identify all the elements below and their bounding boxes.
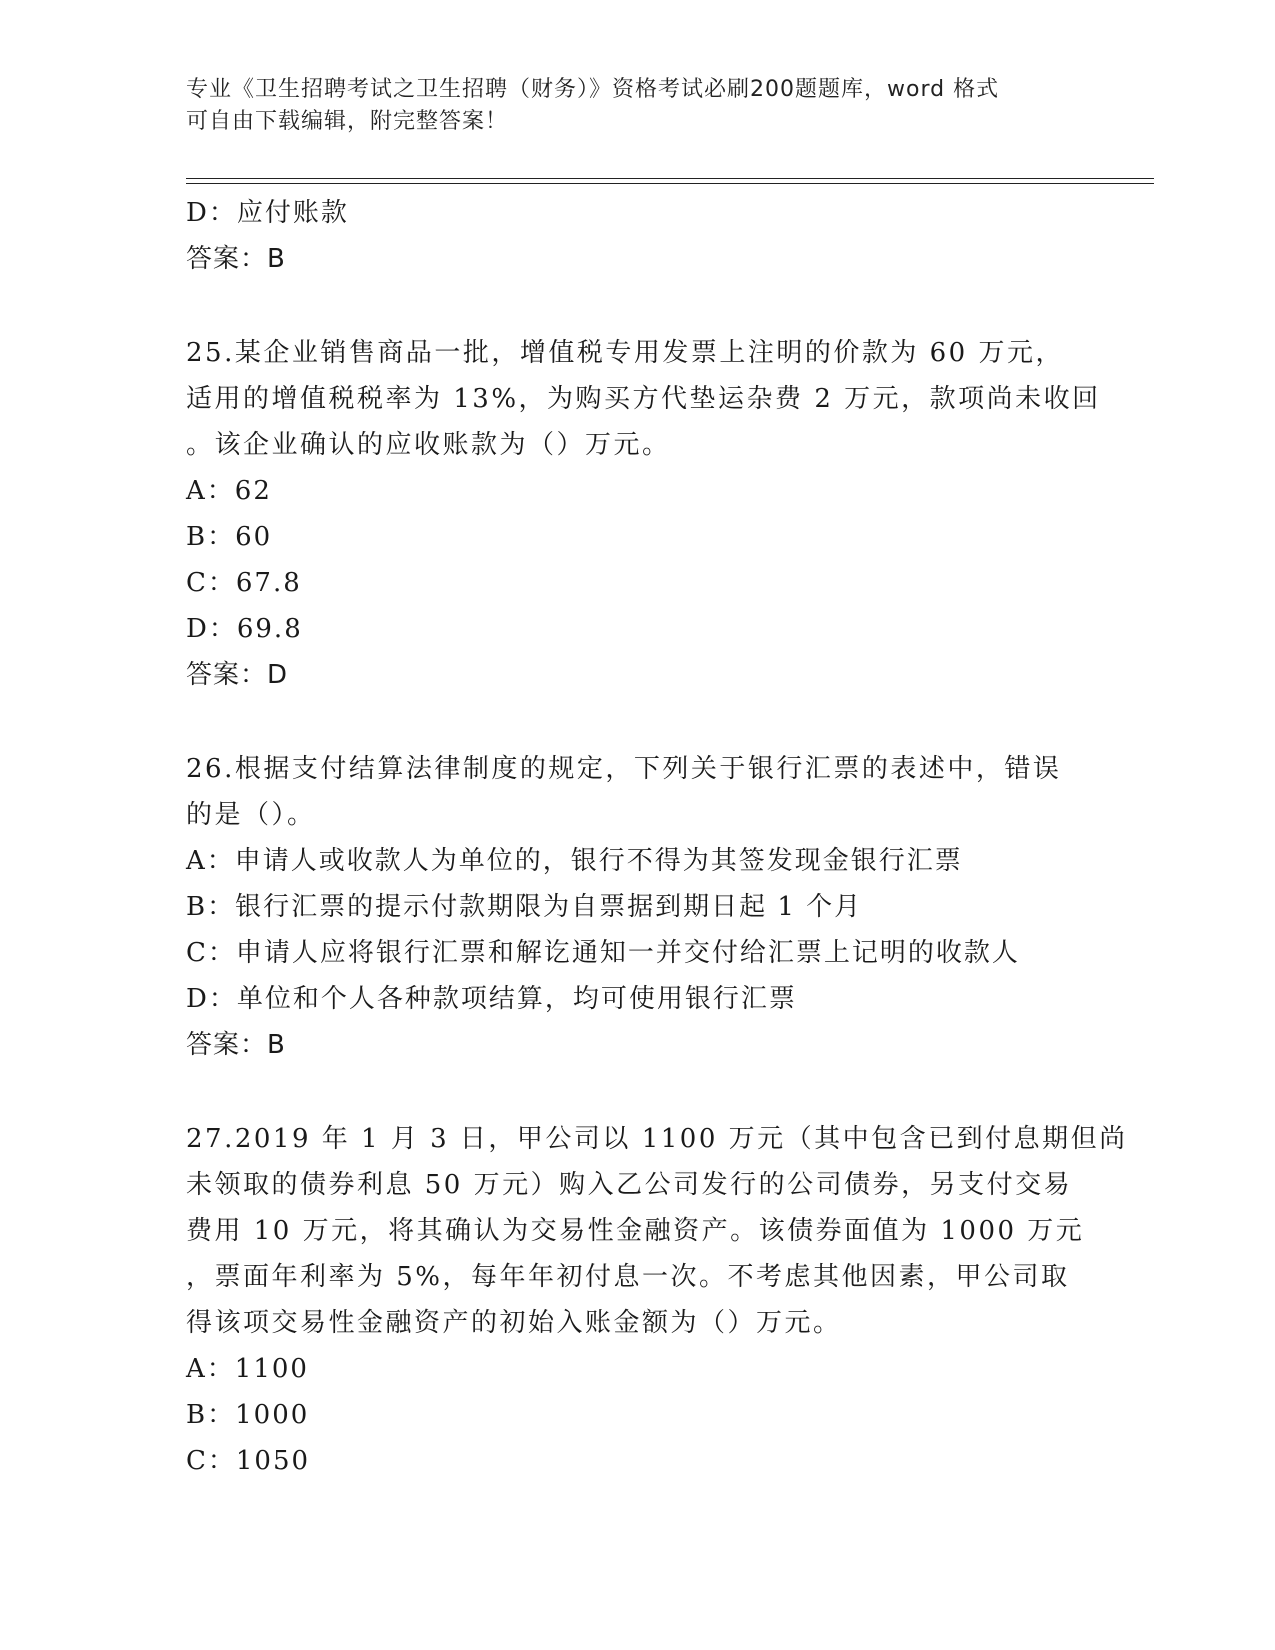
q27-stem-line-2: 未领取的债券利息 50 万元）购入乙公司发行的公司债券，另支付交易: [186, 1170, 1073, 1200]
header-divider-thin: [186, 178, 1154, 179]
q25-option-b: B：60: [186, 522, 273, 552]
q26-option-a: A：申请人或收款人为单位的，银行不得为其签发现金银行汇票: [186, 846, 963, 876]
q26-option-c: C：申请人应将银行汇票和解讫通知一并交付给汇票上记明的收款人: [186, 938, 1020, 968]
spacer: [186, 282, 1086, 330]
q26-option-b: B：银行汇票的提示付款期限为自票据到期日起 1 个月: [186, 892, 863, 922]
q25-option-a: A：62: [186, 476, 272, 506]
question-26: [186, 746, 1086, 1068]
q27-stem-line-3: 费用 10 万元，将其确认为交易性金融资产。该债券面值为 1000 万元: [186, 1216, 1085, 1246]
question-25: [186, 330, 1101, 698]
document-header: [186, 74, 1066, 138]
question-list: [186, 190, 1128, 1484]
q25-stem-line-1: 25.某企业销售商品一批，增值税专用发票上注明的价款为 60 万元，: [186, 338, 1064, 368]
q26-option-d: D：单位和个人各种款项结算，均可使用银行汇票: [186, 984, 797, 1014]
spacer: [186, 1068, 1086, 1116]
q27-option-a: A：1100: [186, 1354, 309, 1384]
prev-answer: 答案：B: [186, 244, 286, 274]
q26-stem-line-2: 的是（）。: [186, 800, 316, 830]
q26-answer: 答案：B: [186, 1030, 286, 1060]
q25-option-c: C：67.8: [186, 568, 302, 598]
q27-option-c: C：1050: [186, 1446, 311, 1476]
q27-stem-line-1: 27.2019 年 1 月 3 日，甲公司以 1100 万元（其中包含已到付息期但尚: [186, 1124, 1128, 1154]
header-title-line-2: 可自由下载编辑，附完整答案！: [186, 109, 509, 134]
q26-stem-line-1: 26.根据支付结算法律制度的规定，下列关于银行汇票的表述中，错误: [186, 754, 1062, 784]
question-27: [186, 1116, 1128, 1484]
q25-answer: 答案：D: [186, 660, 289, 690]
header-title-line-1: 专业《卫生招聘考试之卫生招聘（财务）》资格考试必刷200题题库，word 格式: [186, 77, 1000, 102]
q27-stem-line-4: ，票面年利率为 5%，每年年初付息一次。不考虑其他因素，甲公司取: [186, 1262, 1070, 1292]
q27-option-b: B：1000: [186, 1400, 310, 1430]
q25-stem-line-2: 适用的增值税税率为 13%，为购买方代垫运杂费 2 万元，款项尚未收回: [186, 384, 1101, 414]
q25-stem-line-3: 。该企业确认的应收账款为（）万元。: [186, 430, 671, 460]
q25-option-d: D：69.8: [186, 614, 303, 644]
spacer: [186, 698, 1086, 746]
header-divider-thick: [186, 183, 1154, 184]
prev-option-d: D：应付账款: [186, 198, 349, 228]
q27-stem-line-5: 得该项交易性金融资产的初始入账金额为（）万元。: [186, 1308, 842, 1338]
